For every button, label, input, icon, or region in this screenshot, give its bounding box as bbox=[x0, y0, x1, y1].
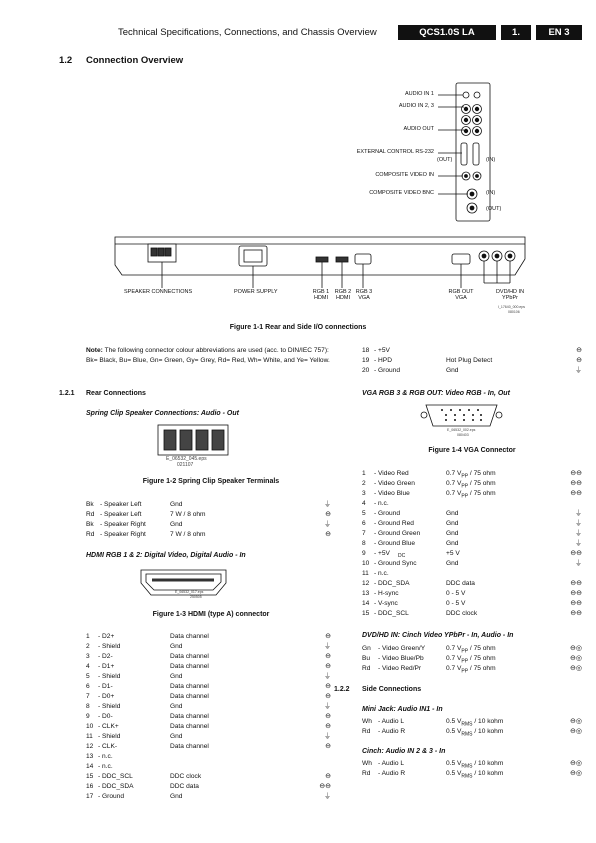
hdmi-caption: Figure 1-3 HDMI (type A) connector bbox=[152, 611, 270, 618]
label-composite-bnc: COMPOSITE VIDEO BNC bbox=[369, 190, 434, 196]
fig1-code-file: I_17640_000.eps bbox=[498, 305, 526, 309]
minijack-heading: Mini Jack: Audio IN1 - In bbox=[362, 706, 443, 713]
table-row: 8 - Ground Blue Gnd ⏚ bbox=[362, 540, 582, 547]
label-audio-in-1: AUDIO IN 1 bbox=[404, 91, 434, 97]
label-rs232: EXTERNAL CONTROL RS-232 bbox=[356, 149, 434, 155]
table-row: 4 - n.c. bbox=[362, 500, 389, 507]
section-title: Connection Overview bbox=[86, 55, 184, 66]
table-row: 3 - D2- Data channel ⊖ bbox=[86, 653, 331, 660]
table-row: 17 - Ground Gnd ⏚ bbox=[86, 793, 331, 800]
tag-rs232-out: (OUT) bbox=[437, 157, 453, 163]
table-row: Rd - Speaker Right 7 W / 8 ohm ⊖ bbox=[86, 531, 331, 538]
table-row: 7 - D0+ Data channel ⊖ bbox=[86, 693, 331, 700]
tag-bnc-out: (OUT) bbox=[486, 206, 502, 212]
tag-bnc-in: (IN) bbox=[486, 190, 496, 196]
table-row: Bu - Video Blue/Pb 0.7 $V_{PP} / 75$ ohm ⊖◎ bbox=[362, 655, 582, 665]
label-composite-in: COMPOSITE VIDEO IN bbox=[375, 172, 434, 178]
table-row: 20 - Ground Gnd ⏚ bbox=[362, 367, 582, 374]
table-row: 16 - DDC_SDA DDC data ⊖⊖ bbox=[86, 783, 331, 790]
sub-1-2-2-number: 1.2.2 bbox=[334, 686, 350, 693]
table-row: 12 - CLK- Data channel ⊖ bbox=[86, 743, 331, 750]
label-audio-in-2-3: AUDIO IN 2, 3 bbox=[398, 103, 434, 109]
speaker-code-date: 021107 bbox=[177, 462, 194, 468]
label-rgb2-hdmi: RGB 2 HDMI bbox=[334, 289, 352, 301]
table-row: Rd - Video Red/Pr 0.7 $V_{PP} / 75$ ohm ⊖◎ bbox=[362, 665, 582, 675]
sub-1-2-1-title: Rear Connections bbox=[86, 390, 146, 397]
speaker-heading: Spring Clip Speaker Connections: Audio - Out bbox=[86, 410, 239, 417]
table-row: 2 - Shield Gnd ⏚ bbox=[86, 643, 331, 650]
table-row: 11 - Shield Gnd ⏚ bbox=[86, 733, 331, 740]
table-row: 15 - DDC_SCL DDC clock ⊖⊖ bbox=[362, 610, 582, 617]
table-row: Gn - Video Green/Y 0.7 $V_{PP} / 75$ ohm ⊖◎ bbox=[362, 645, 582, 655]
sub-1-2-1-number: 1.2.1 bbox=[59, 390, 75, 397]
table-row: Rd - Speaker Left 7 W / 8 ohm ⊖ bbox=[86, 511, 331, 518]
vga-code-file: E_06532_002.eps bbox=[447, 428, 476, 432]
table-row: 15 - DDC_SCL DDC clock ⊖ bbox=[86, 773, 331, 780]
fig1-caption: Figure 1-1 Rear and Side I/O connections bbox=[229, 324, 367, 331]
table-row: Bk - Speaker Right Gnd ⏚ bbox=[86, 521, 331, 528]
dvd-heading: DVD/HD IN: Cinch Video YPbPr - In, Audio - In bbox=[362, 632, 514, 639]
table-row: 4 - D1+ Data channel ⊖ bbox=[86, 663, 331, 670]
table-row: 14 - V-sync 0 - 5 V ⊖⊖ bbox=[362, 600, 582, 607]
table-row: 9 - +5V +5 V ⊖⊖ DC bbox=[362, 550, 582, 559]
table-row: 5 - Ground Gnd ⏚ bbox=[362, 510, 582, 517]
table-row: 10 - Ground Sync Gnd ⏚ bbox=[362, 560, 582, 567]
table-row: 1 - D2+ Data channel ⊖ bbox=[86, 633, 331, 640]
tag-rs232-in: (IN) bbox=[486, 157, 496, 163]
label-rgb-out-vga: RGB OUT VGA bbox=[448, 289, 474, 301]
label-rgb1-hdmi: RGB 1 HDMI bbox=[312, 289, 330, 301]
table-row: 12 - DDC_SDA DDC data ⊖⊖ bbox=[362, 580, 582, 587]
label-power-supply: POWER SUPPLY bbox=[234, 289, 278, 295]
tab-chapter: 1. bbox=[501, 25, 531, 40]
table-row: Bk - Speaker Left Gnd ⏚ bbox=[86, 501, 331, 508]
table-row: 6 - Ground Red Gnd ⏚ bbox=[362, 520, 582, 527]
hdmi-code-file: E_06532_017.eps bbox=[175, 590, 204, 594]
hdmi-heading: HDMI RGB 1 & 2: Digital Video, Digital Audio - In bbox=[86, 552, 246, 559]
label-speaker-connections: SPEAKER CONNECTIONS bbox=[124, 289, 193, 295]
table-row: 19 - HPD Hot Plug Detect ⊖ bbox=[362, 357, 582, 364]
table-row: 5 - Shield Gnd ⏚ bbox=[86, 673, 331, 680]
table-row: 3 - Video Blue 0.7 $V_{PP} / 75$ ohm ⊖⊖ bbox=[362, 490, 582, 500]
table-row: 9 - D0- Data channel ⊖ bbox=[86, 713, 331, 720]
table-row: 2 - Video Green 0.7 $V_{PP} / 75$ ohm ⊖⊖ bbox=[362, 480, 582, 490]
table-row: 13 - H-sync 0 - 5 V ⊖⊖ bbox=[362, 590, 582, 597]
table-row: Wh - Audio L 0.5 $V_{RMS} / 10$ kohm ⊖◎ bbox=[362, 760, 582, 770]
table-row: 6 - D1- Data channel ⊖ bbox=[86, 683, 331, 690]
table-row: 10 - CLK+ Data channel ⊖ bbox=[86, 723, 331, 730]
table-row: Rd - Audio R 0.5 $V_{RMS} / 10$ kohm ⊖◎ bbox=[362, 728, 582, 738]
table-row: 11 - n.c. bbox=[362, 570, 389, 577]
section-number: 1.2 bbox=[59, 55, 73, 66]
table-row: Wh - Audio L 0.5 $V_{RMS} / 10$ kohm ⊖◎ bbox=[362, 718, 582, 728]
tab-page: EN 3 bbox=[536, 25, 582, 40]
table-row: 8 - Shield Gnd ⏚ bbox=[86, 703, 331, 710]
speaker-caption: Figure 1-2 Spring Clip Speaker Terminals bbox=[142, 478, 280, 485]
table-row: 13 - n.c. bbox=[86, 753, 113, 760]
label-audio-out: AUDIO OUT bbox=[403, 126, 434, 132]
table-row: 1 - Video Red 0.7 $V_{PP} / 75$ ohm ⊖⊖ bbox=[362, 470, 582, 480]
cinch-heading: Cinch: Audio IN 2 & 3 - In bbox=[362, 748, 446, 755]
vga-code-date: 080403 bbox=[457, 433, 469, 437]
fig1-code-date: 080106 bbox=[508, 310, 520, 314]
note-text: The following connector colour abbreviations are used (acc. to DIN/IEC 757): Bk= Black, Bu= Blue, Gn= Green, Gy= Grey, Rd= Red, Wh= White, and Ye= Yellow. bbox=[86, 347, 330, 364]
label-dvd-hd-in: DVD/HD IN YPbPr bbox=[495, 289, 525, 301]
sub-1-2-2-title: Side Connections bbox=[362, 686, 422, 693]
hdmi-code-date: 250505 bbox=[190, 595, 202, 599]
table-row: Rd - Audio R 0.5 $V_{RMS} / 10$ kohm ⊖◎ bbox=[362, 770, 582, 780]
header-title: Technical Specifications, Connections, and Chassis Overview bbox=[118, 27, 377, 38]
table-row: 14 - n.c. bbox=[86, 763, 113, 770]
vga-heading: VGA RGB 3 & RGB OUT: Video RGB - In, Out bbox=[362, 390, 510, 397]
vga-caption: Figure 1-4 VGA Connector bbox=[428, 447, 516, 454]
note-label: Note: bbox=[86, 347, 103, 354]
speaker-code-file: E_06532_045.eps bbox=[166, 456, 207, 462]
table-row: 18 - +5V ⊖ bbox=[362, 347, 582, 354]
tab-model: QCS1.0S LA bbox=[398, 25, 496, 40]
label-rgb3-vga: RGB 3 VGA bbox=[355, 289, 373, 301]
table-row: 7 - Ground Green Gnd ⏚ bbox=[362, 530, 582, 537]
